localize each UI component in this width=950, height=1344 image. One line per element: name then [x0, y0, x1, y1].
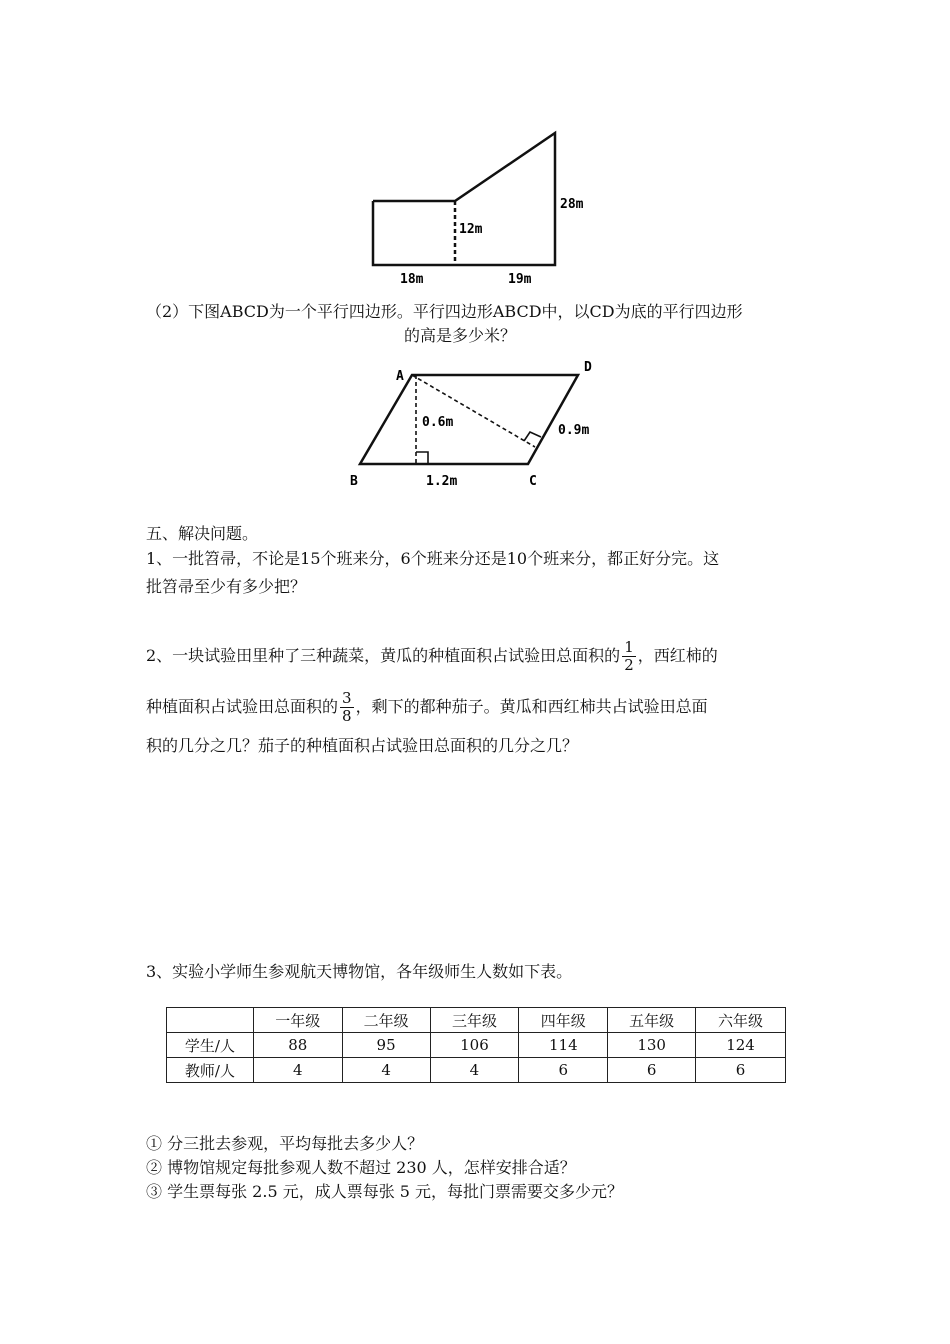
table-row: [167, 1058, 786, 1083]
table-header: 一年级: [253, 1008, 342, 1033]
table-cell: 124: [696, 1033, 786, 1058]
table-cell: 130: [608, 1033, 696, 1058]
composite-shape-outline: [373, 133, 555, 265]
problem2-line2-text: 种植面积占试验田总面积的: [146, 697, 339, 716]
table-cell: 4: [253, 1058, 342, 1083]
problem2-line2-tail: ，剩下的都种茄子。黄瓜和西红柿共占试验田总面: [355, 697, 708, 716]
label-28m: 28m: [560, 197, 584, 212]
table-header-row: [167, 1008, 786, 1033]
height-to-cd: [412, 375, 535, 447]
composite-shape-figure: [360, 125, 600, 290]
parallelogram-outline: [360, 375, 578, 464]
table-row: [167, 1033, 786, 1058]
table-header: 四年级: [519, 1008, 608, 1033]
fraction-numerator: 1: [624, 638, 634, 656]
table-cell: 4: [430, 1058, 519, 1083]
table-cell: 6: [608, 1058, 696, 1083]
table-cell: 88: [253, 1033, 342, 1058]
vertex-a: A: [396, 369, 404, 384]
vertex-c: C: [529, 474, 537, 489]
label-1-2m: 1.2m: [426, 474, 458, 489]
question2-line1: （2）下图ABCD为一个平行四边形。平行四边形ABCD中，以CD为底的平行四边形: [146, 302, 743, 321]
grade-table: [166, 1007, 786, 1083]
fraction-numerator: 3: [342, 689, 352, 707]
table-header: 六年级: [696, 1008, 786, 1033]
problem2-line1-text: 2、一块试验田里种了三种蔬菜，黄瓜的种植面积占试验田总面积的: [146, 646, 621, 665]
fraction-three-eighths: [340, 690, 354, 725]
vertex-b: B: [350, 474, 358, 489]
section-title: 五、解决问题。: [146, 524, 259, 543]
table-cell: 4: [342, 1058, 430, 1083]
vertex-d: D: [584, 360, 592, 375]
row-label: 教师/人: [167, 1058, 254, 1083]
fraction-one-half: [622, 639, 636, 674]
problem2-line2: [146, 690, 708, 725]
problem2-line1-tail: ，西红柿的: [637, 646, 718, 665]
parallelogram-figure: [340, 355, 610, 493]
label-0-9m: 0.9m: [558, 423, 590, 438]
table-header: 二年级: [342, 1008, 430, 1033]
problem1-line1: 1、一批笤帚，不论是15个班来分，6个班来分还是10个班来分，都正好分完。这: [146, 549, 720, 568]
fraction-denominator: 8: [342, 707, 352, 725]
right-angle-mark-cd: [524, 432, 541, 441]
table-cell: 106: [430, 1033, 519, 1058]
table-cell: 6: [519, 1058, 608, 1083]
table-cell: 6: [696, 1058, 786, 1083]
table-header: 三年级: [430, 1008, 519, 1033]
problem3-intro: 3、实验小学师生参观航天博物馆，各年级师生人数如下表。: [146, 962, 573, 981]
row-label: 学生/人: [167, 1033, 254, 1058]
problem2-line3: 积的几分之几？茄子的种植面积占试验田总面积的几分之几？: [146, 736, 579, 755]
problem1-line2: 批笤帚至少有多少把？: [146, 577, 307, 596]
label-19m: 19m: [508, 272, 532, 287]
table-header: 五年级: [608, 1008, 696, 1033]
subquestion-2: ② 博物馆规定每批参观人数不超过 230 人，怎样安排合适？: [146, 1158, 576, 1177]
table-cell: 114: [519, 1033, 608, 1058]
right-angle-mark-bottom: [416, 452, 428, 464]
subquestion-3: ③ 学生票每张 2.5 元，成人票每张 5 元，每批门票需要交多少元？: [146, 1182, 624, 1201]
subquestion-1: ① 分三批去参观，平均每批去多少人？: [146, 1134, 424, 1153]
label-18m: 18m: [400, 272, 424, 287]
table-corner: [167, 1008, 254, 1033]
fraction-denominator: 2: [624, 656, 634, 674]
label-12m: 12m: [459, 222, 483, 237]
problem2-line1: [146, 639, 718, 674]
question2-line2: 的高是多少米？: [404, 326, 517, 345]
table-cell: 95: [342, 1033, 430, 1058]
label-0-6m: 0.6m: [422, 415, 454, 430]
